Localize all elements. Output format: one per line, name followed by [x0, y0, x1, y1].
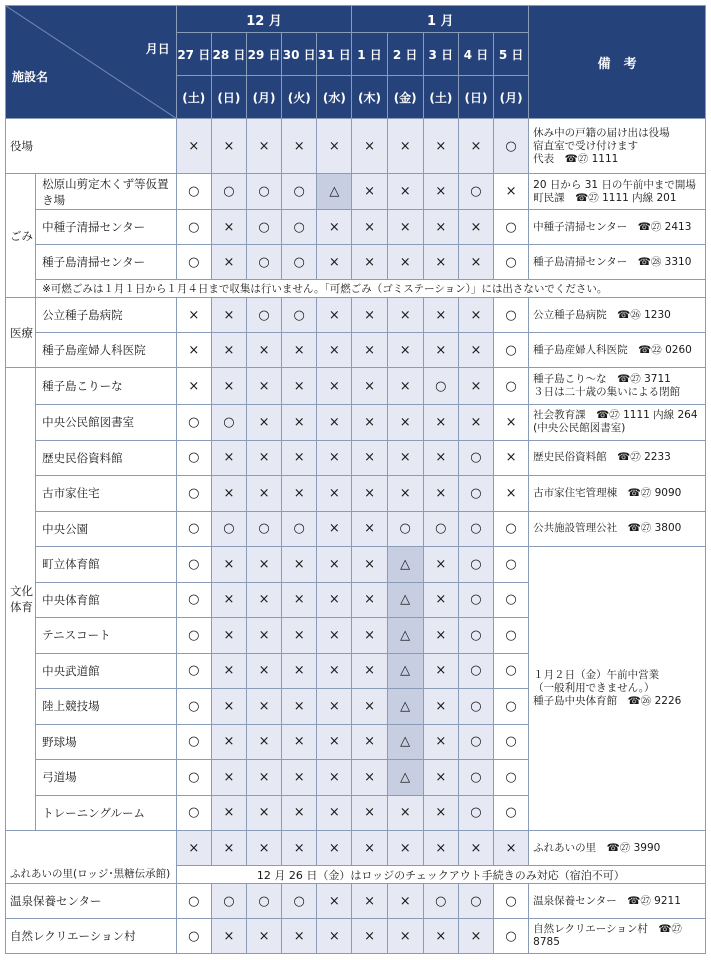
- facility-name: 歴史民俗資料館: [36, 440, 177, 476]
- status-mark: ×: [458, 298, 493, 333]
- status-mark: ×: [211, 298, 246, 333]
- status-mark: ×: [423, 405, 458, 441]
- facility-name: 種子島産婦人科医院: [36, 333, 177, 368]
- status-mark: ×: [423, 174, 458, 210]
- status-mark: ○: [458, 724, 493, 760]
- status-mark: ×: [494, 405, 529, 441]
- category-label: 役場: [6, 119, 177, 174]
- status-mark: ×: [246, 333, 281, 368]
- status-mark: ×: [211, 653, 246, 689]
- status-mark: ×: [282, 760, 317, 796]
- weekday-header: (月): [246, 76, 281, 119]
- status-mark: ×: [282, 831, 317, 866]
- status-mark: ○: [387, 511, 423, 547]
- status-mark: ○: [246, 298, 281, 333]
- status-mark: ×: [423, 298, 458, 333]
- status-mark: ○: [211, 511, 246, 547]
- status-mark: ○: [176, 476, 211, 512]
- remark: 種子島こり～な ☎㉗ 3711 ３日は二十歳の集いによる閉館: [529, 368, 706, 405]
- status-mark: ○: [176, 618, 211, 654]
- facility-name: 中央公園: [36, 511, 177, 547]
- status-mark: ×: [211, 919, 246, 954]
- status-mark: ×: [282, 795, 317, 831]
- status-mark: ×: [211, 831, 246, 866]
- status-mark: ×: [246, 547, 281, 583]
- status-mark: ×: [352, 333, 387, 368]
- status-mark: ×: [211, 245, 246, 280]
- facility-name: 陸上競技場: [36, 689, 177, 725]
- status-mark: ×: [352, 511, 387, 547]
- status-mark: ○: [458, 618, 493, 654]
- status-mark: ×: [246, 618, 281, 654]
- status-mark: ×: [352, 298, 387, 333]
- facility-name: 公立種子島病院: [36, 298, 177, 333]
- day-header: 31 日: [317, 33, 352, 76]
- facility-name: 中種子清掃センター: [36, 210, 177, 245]
- facility-schedule-table: [5, 5, 706, 954]
- day-header: 1 日: [352, 33, 387, 76]
- day-header: 4 日: [458, 33, 493, 76]
- status-mark: ×: [387, 919, 423, 954]
- status-mark: ×: [282, 440, 317, 476]
- status-mark: ×: [352, 245, 387, 280]
- status-mark: ×: [387, 831, 423, 866]
- status-mark: ○: [494, 724, 529, 760]
- status-mark: ×: [423, 582, 458, 618]
- status-mark: ×: [352, 547, 387, 583]
- status-mark: ×: [387, 245, 423, 280]
- remark: 自然レクリエーション村 ☎㉗ 8785: [529, 919, 706, 954]
- status-mark: ×: [494, 440, 529, 476]
- status-mark: ○: [494, 511, 529, 547]
- status-mark: ○: [423, 884, 458, 919]
- status-mark: ×: [458, 333, 493, 368]
- status-mark: ×: [282, 689, 317, 725]
- status-mark: ×: [246, 476, 281, 512]
- status-mark: ○: [282, 884, 317, 919]
- status-mark: ×: [352, 174, 387, 210]
- status-mark: ○: [494, 368, 529, 405]
- day-header: 28 日: [211, 33, 246, 76]
- status-mark: ×: [458, 368, 493, 405]
- status-mark: ○: [176, 245, 211, 280]
- status-mark: ×: [317, 618, 352, 654]
- status-mark: ○: [458, 689, 493, 725]
- status-mark: ×: [317, 511, 352, 547]
- status-mark: ○: [494, 298, 529, 333]
- status-mark: ○: [423, 368, 458, 405]
- facility-label: 施設名: [12, 70, 49, 84]
- status-mark: ×: [211, 547, 246, 583]
- status-mark: ○: [211, 405, 246, 441]
- status-mark: ○: [494, 582, 529, 618]
- status-mark: ○: [176, 689, 211, 725]
- status-mark: ×: [387, 210, 423, 245]
- status-mark: ○: [458, 476, 493, 512]
- status-mark: ○: [494, 210, 529, 245]
- status-mark: ×: [423, 831, 458, 866]
- category-label: 医療: [6, 298, 36, 368]
- date-label: 月日: [145, 42, 170, 56]
- status-mark: ×: [352, 724, 387, 760]
- status-mark: ×: [423, 724, 458, 760]
- status-mark: ○: [494, 689, 529, 725]
- status-mark: ○: [282, 210, 317, 245]
- status-mark: ×: [423, 689, 458, 725]
- status-mark: △: [317, 174, 352, 210]
- status-mark: ×: [317, 831, 352, 866]
- day-header: 2 日: [387, 33, 423, 76]
- status-mark: ○: [282, 511, 317, 547]
- status-mark: ×: [387, 884, 423, 919]
- status-mark: ○: [246, 174, 281, 210]
- category-label: ごみ: [6, 174, 36, 298]
- status-mark: ×: [282, 653, 317, 689]
- status-mark: ×: [494, 831, 529, 866]
- status-mark: ○: [211, 884, 246, 919]
- status-mark: ×: [423, 919, 458, 954]
- status-mark: ×: [423, 760, 458, 796]
- status-mark: ×: [317, 245, 352, 280]
- category-label: 文化 体育: [6, 368, 36, 831]
- remark: １月２日（金）午前中営業 （一般利用できません。） 種子島中央体育館 ☎㉖ 2226: [529, 547, 706, 831]
- status-mark: ○: [176, 210, 211, 245]
- status-mark: ×: [317, 333, 352, 368]
- remark: 公立種子島病院 ☎㉖ 1230: [529, 298, 706, 333]
- status-mark: ×: [246, 689, 281, 725]
- remark: ふれあいの里 ☎㉗ 3990: [529, 831, 706, 866]
- status-mark: ○: [458, 440, 493, 476]
- status-mark: ○: [494, 547, 529, 583]
- status-mark: ○: [458, 884, 493, 919]
- facility-name: 種子島清掃センター: [36, 245, 177, 280]
- status-mark: ×: [387, 119, 423, 174]
- status-mark: ×: [246, 440, 281, 476]
- status-mark: ×: [494, 476, 529, 512]
- status-mark: ×: [423, 618, 458, 654]
- status-mark: ×: [282, 919, 317, 954]
- status-mark: ×: [423, 795, 458, 831]
- facility-name: 中央武道館: [36, 653, 177, 689]
- status-mark: ×: [352, 689, 387, 725]
- status-mark: ×: [423, 653, 458, 689]
- status-mark: ×: [282, 119, 317, 174]
- status-mark: ×: [176, 298, 211, 333]
- status-mark: ×: [282, 582, 317, 618]
- weekday-header: (日): [458, 76, 493, 119]
- status-mark: ×: [282, 724, 317, 760]
- weekday-header: (土): [423, 76, 458, 119]
- status-mark: ×: [317, 119, 352, 174]
- status-mark: ○: [246, 210, 281, 245]
- weekday-header: (水): [317, 76, 352, 119]
- status-mark: ○: [176, 547, 211, 583]
- day-header: 27 日: [176, 33, 211, 76]
- status-mark: ×: [176, 333, 211, 368]
- status-mark: ×: [211, 795, 246, 831]
- status-mark: ×: [352, 368, 387, 405]
- status-mark: ×: [282, 405, 317, 441]
- status-mark: ×: [423, 476, 458, 512]
- status-mark: ○: [458, 582, 493, 618]
- remark: 種子島産婦人科医院 ☎㉒ 0260: [529, 333, 706, 368]
- day-header: 3 日: [423, 33, 458, 76]
- status-mark: ×: [317, 760, 352, 796]
- remark: 休み中の戸籍の届け出は役場 宿直室で受け付けます 代表 ☎㉗ 1111: [529, 119, 706, 174]
- status-mark: ×: [317, 440, 352, 476]
- status-mark: ×: [352, 884, 387, 919]
- status-mark: ×: [317, 919, 352, 954]
- status-mark: ×: [352, 653, 387, 689]
- status-mark: ×: [317, 884, 352, 919]
- status-mark: ○: [176, 760, 211, 796]
- day-header: 30 日: [282, 33, 317, 76]
- status-mark: ×: [246, 368, 281, 405]
- header-corner: [6, 6, 177, 119]
- status-mark: ○: [458, 653, 493, 689]
- status-mark: ×: [458, 119, 493, 174]
- status-mark: ○: [494, 618, 529, 654]
- status-mark: ×: [387, 476, 423, 512]
- status-mark: ×: [211, 618, 246, 654]
- status-mark: ×: [317, 582, 352, 618]
- status-mark: ○: [176, 440, 211, 476]
- facility-name: トレーニングルーム: [36, 795, 177, 831]
- status-mark: ×: [246, 919, 281, 954]
- status-mark: △: [387, 724, 423, 760]
- status-mark: ×: [211, 760, 246, 796]
- category-label: ふれあいの里(ロッジ･黒糖伝承館): [6, 831, 177, 884]
- status-mark: ○: [458, 547, 493, 583]
- remark: 20 日から 31 日の午前中まで開場 町民課 ☎㉗ 1111 内線 201: [529, 174, 706, 210]
- status-mark: △: [387, 689, 423, 725]
- status-mark: ×: [352, 919, 387, 954]
- status-mark: ×: [246, 760, 281, 796]
- status-mark: ○: [176, 795, 211, 831]
- status-mark: ×: [282, 333, 317, 368]
- weekday-header: (日): [211, 76, 246, 119]
- status-mark: ×: [246, 724, 281, 760]
- status-mark: ×: [352, 210, 387, 245]
- status-mark: ×: [317, 724, 352, 760]
- status-mark: ×: [423, 440, 458, 476]
- status-mark: ×: [282, 618, 317, 654]
- facility-name: 種子島こりーな: [36, 368, 177, 405]
- status-mark: ×: [211, 689, 246, 725]
- status-mark: ×: [317, 547, 352, 583]
- status-mark: ○: [494, 653, 529, 689]
- status-mark: ○: [176, 884, 211, 919]
- status-mark: ×: [317, 653, 352, 689]
- status-mark: ×: [352, 795, 387, 831]
- status-mark: ×: [246, 831, 281, 866]
- category-label: 温泉保養センター: [6, 884, 177, 919]
- status-mark: ×: [352, 405, 387, 441]
- weekday-header: (火): [282, 76, 317, 119]
- status-mark: ×: [387, 405, 423, 441]
- status-mark: ×: [211, 119, 246, 174]
- gomi-note: ※可燃ごみは１月１日から１月４日まで収集は行いません。「可燃ごみ（ゴミステーション）」には出さないでください。: [36, 280, 706, 298]
- status-mark: ○: [494, 884, 529, 919]
- status-mark: ×: [352, 831, 387, 866]
- status-mark: ×: [317, 368, 352, 405]
- status-mark: ×: [211, 210, 246, 245]
- status-mark: △: [387, 582, 423, 618]
- facility-name: 古市家住宅: [36, 476, 177, 512]
- status-mark: ×: [211, 440, 246, 476]
- status-mark: ×: [352, 618, 387, 654]
- category-label: 自然レクリエーション村: [6, 919, 177, 954]
- month-december: 12 月: [176, 6, 352, 33]
- status-mark: ×: [282, 547, 317, 583]
- status-mark: ×: [317, 210, 352, 245]
- status-mark: ×: [352, 760, 387, 796]
- remark: 公共施設管理公社 ☎㉗ 3800: [529, 511, 706, 547]
- status-mark: ○: [458, 795, 493, 831]
- status-mark: ×: [352, 440, 387, 476]
- status-mark: ×: [246, 582, 281, 618]
- status-mark: ○: [176, 724, 211, 760]
- status-mark: ×: [423, 210, 458, 245]
- weekday-header: (月): [494, 76, 529, 119]
- status-mark: ×: [387, 174, 423, 210]
- status-mark: ×: [458, 245, 493, 280]
- status-mark: ×: [458, 919, 493, 954]
- status-mark: △: [387, 653, 423, 689]
- facility-name: 弓道場: [36, 760, 177, 796]
- status-mark: △: [387, 618, 423, 654]
- status-mark: ×: [423, 333, 458, 368]
- status-mark: ×: [317, 476, 352, 512]
- status-mark: ×: [211, 724, 246, 760]
- status-mark: ×: [246, 653, 281, 689]
- status-mark: ×: [387, 333, 423, 368]
- status-mark: ×: [352, 476, 387, 512]
- status-mark: ×: [458, 405, 493, 441]
- status-mark: ×: [352, 582, 387, 618]
- status-mark: ○: [282, 245, 317, 280]
- status-mark: ×: [387, 795, 423, 831]
- weekday-header: (金): [387, 76, 423, 119]
- status-mark: ×: [317, 298, 352, 333]
- status-mark: ○: [246, 511, 281, 547]
- status-mark: ○: [176, 174, 211, 210]
- remark: 社会教育課 ☎㉗ 1111 内線 264 (中央公民館図書室): [529, 405, 706, 441]
- facility-name: テニスコート: [36, 618, 177, 654]
- status-mark: ○: [282, 298, 317, 333]
- status-mark: ×: [211, 333, 246, 368]
- status-mark: ○: [494, 795, 529, 831]
- status-mark: ×: [423, 119, 458, 174]
- status-mark: ○: [211, 174, 246, 210]
- status-mark: ○: [494, 919, 529, 954]
- remark: 中種子清掃センター ☎㉗ 2413: [529, 210, 706, 245]
- status-mark: ○: [494, 333, 529, 368]
- status-mark: ×: [176, 831, 211, 866]
- status-mark: ×: [246, 119, 281, 174]
- status-mark: ×: [352, 119, 387, 174]
- status-mark: △: [387, 760, 423, 796]
- status-mark: ×: [317, 795, 352, 831]
- status-mark: ×: [387, 298, 423, 333]
- day-header: 5 日: [494, 33, 529, 76]
- status-mark: ○: [423, 511, 458, 547]
- remark: 歴史民俗資料館 ☎㉗ 2233: [529, 440, 706, 476]
- facility-name: 町立体育館: [36, 547, 177, 583]
- remark: 温泉保養センター ☎㉗ 9211: [529, 884, 706, 919]
- status-mark: ×: [211, 368, 246, 405]
- fureai-note: 12 月 26 日（金）はロッジのチェックアウト手続きのみ対応（宿泊不可）: [176, 866, 705, 884]
- status-mark: ○: [282, 174, 317, 210]
- status-mark: ○: [246, 884, 281, 919]
- status-mark: ○: [494, 119, 529, 174]
- status-mark: ○: [176, 511, 211, 547]
- status-mark: ×: [458, 831, 493, 866]
- status-mark: ×: [282, 476, 317, 512]
- status-mark: ○: [176, 653, 211, 689]
- status-mark: ×: [211, 476, 246, 512]
- status-mark: ○: [176, 582, 211, 618]
- status-mark: ×: [211, 582, 246, 618]
- facility-name: 中央公民館図書室: [36, 405, 177, 441]
- status-mark: ×: [423, 547, 458, 583]
- status-mark: ×: [246, 405, 281, 441]
- status-mark: ○: [458, 511, 493, 547]
- facility-name: 松原山剪定木くず等仮置き場: [36, 174, 177, 210]
- status-mark: ×: [317, 689, 352, 725]
- status-mark: ○: [176, 405, 211, 441]
- status-mark: ○: [494, 245, 529, 280]
- status-mark: ×: [282, 368, 317, 405]
- remark: 古市家住宅管理棟 ☎㉗ 9090: [529, 476, 706, 512]
- remark: 種子島清掃センター ☎㉘ 3310: [529, 245, 706, 280]
- status-mark: ×: [176, 119, 211, 174]
- status-mark: ×: [387, 440, 423, 476]
- weekday-header: (木): [352, 76, 387, 119]
- status-mark: ×: [176, 368, 211, 405]
- status-mark: △: [387, 547, 423, 583]
- status-mark: ×: [317, 405, 352, 441]
- status-mark: ○: [494, 760, 529, 796]
- status-mark: ×: [423, 245, 458, 280]
- status-mark: ○: [458, 174, 493, 210]
- status-mark: ×: [246, 795, 281, 831]
- status-mark: ×: [458, 210, 493, 245]
- status-mark: ○: [176, 919, 211, 954]
- month-january: 1 月: [352, 6, 529, 33]
- status-mark: ×: [494, 174, 529, 210]
- status-mark: ×: [387, 368, 423, 405]
- remarks-header: 備 考: [529, 6, 706, 119]
- weekday-header: (土): [176, 76, 211, 119]
- status-mark: ○: [458, 760, 493, 796]
- status-mark: ○: [246, 245, 281, 280]
- facility-name: 中央体育館: [36, 582, 177, 618]
- facility-name: 野球場: [36, 724, 177, 760]
- day-header: 29 日: [246, 33, 281, 76]
